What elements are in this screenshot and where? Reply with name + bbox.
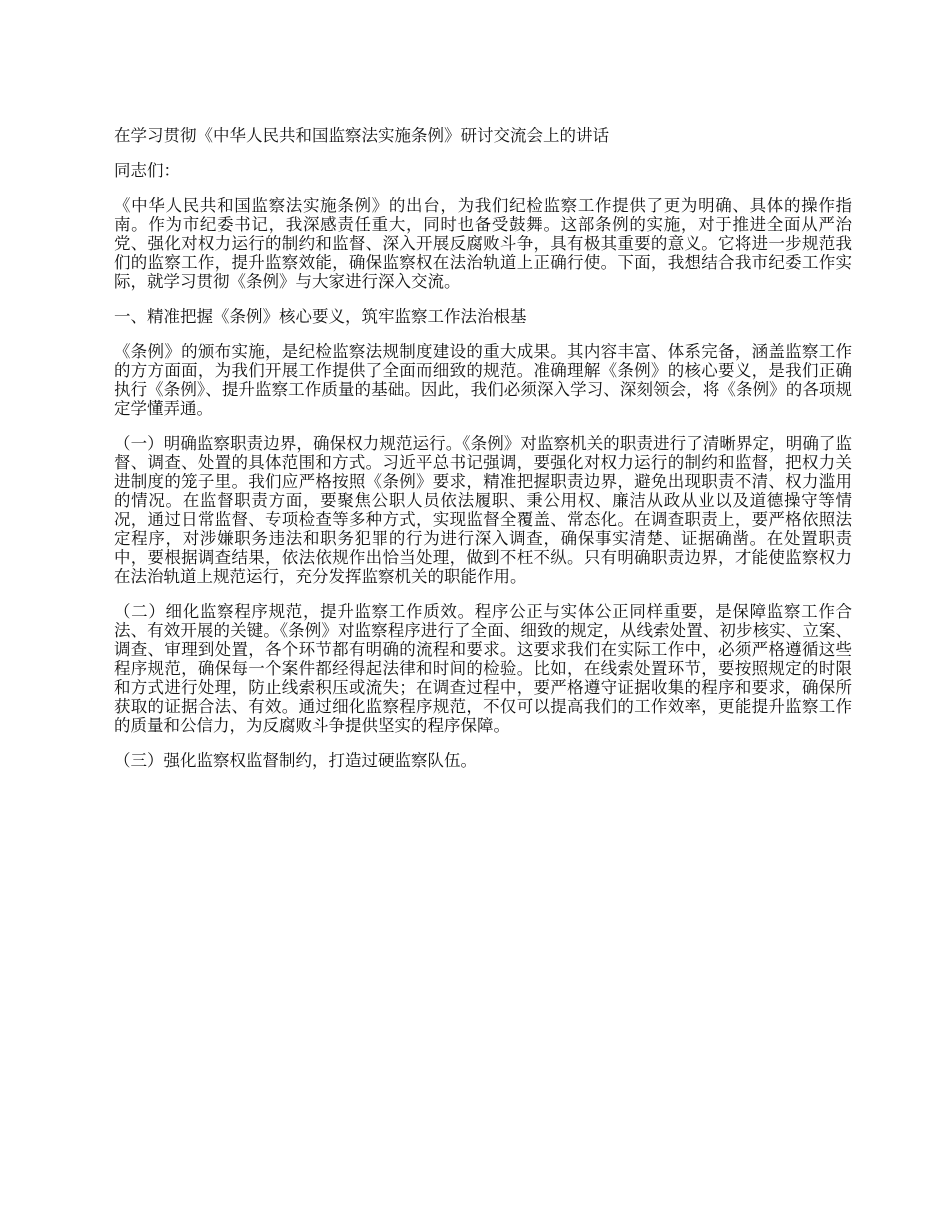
paragraph-subsection-3: （三）强化监察权监督制约，打造过硬监察队伍。 bbox=[114, 751, 477, 770]
document-body bbox=[114, 126, 852, 786]
paragraph-subsection-2: （二）细化监察程序规范，提升监察工作质效。程序公正与实体公正同样重要，是保障监察工作合法、有效开展的关键。《条例》对监察程序进行了全面、细致的规定，从线索处置、初步核实、立案、调查、审理到处置，各个环节都有明确的流程和要求。这要求我们在实际工作中，必须严格遵循这些程序规范，确保每一个案件都经得起法律和时间的检验。比如，在线索处置环节，要按照规定的时限和方式进行处理，防止线索积压或流失；在调查过程中，要严格遵守证据收集的程序和要求，确保所获取的证据合法、有效。通过细化监察程序规范，不仅可以提高我们的工作效率，更能提升监察工作的质量和公信力，为反腐败斗争提供坚实的程序保障。 bbox=[114, 602, 852, 735]
paragraph-section-1: 《条例》的颁布实施，是纪检监察法规制度建设的重大成果。其内容丰富、体系完备，涵盖监察工作的方方面面，为我们开展工作提供了全面而细致的规范。准确理解《条例》的核心要义，是我们正确执行《条例》、提升监察工作质量的基础。因此，我们必须深入学习、深刻领会，将《条例》的各项规定学懂弄通。 bbox=[114, 342, 852, 418]
salutation: 同志们： bbox=[114, 161, 180, 180]
document-title: 在学习贯彻《中华人民共和国监察法实施条例》研讨交流会上的讲话 bbox=[114, 126, 609, 145]
paragraph-subsection-1: （一）明确监察职责边界，确保权力规范运行。《条例》对监察机关的职责进行了清晰界定，明确了监督、调查、处置的具体范围和方式。习近平总书记强调，要强化对权力运行的制约和监督，把权力关进制度的笼子里。我们应严格按照《条例》要求，精准把握职责边界，避免出现职责不清、权力滥用的情况。在监督职责方面，要聚焦公职人员依法履职、秉公用权、廉洁从政从业以及道德操守等情况，通过日常监督、专项检查等多种方式，实现监督全覆盖、常态化。在调查职责上，要严格依照法定程序，对涉嫌职务违法和职务犯罪的行为进行深入调查，确保事实清楚、证据确凿。在处置职责中，要根据调查结果，依法依规作出恰当处理，做到不枉不纵。只有明确职责边界，才能使监察权力在法治轨道上规范运行，充分发挥监察机关的职能作用。 bbox=[114, 434, 852, 586]
section-heading-1: 一、精准把握《条例》核心要义，筑牢监察工作法治根基 bbox=[114, 307, 527, 326]
paragraph-intro: 《中华人民共和国监察法实施条例》的出台，为我们纪检监察工作提供了更为明确、具体的操作指南。作为市纪委书记，我深感责任重大，同时也备受鼓舞。这部条例的实施，对于推进全面从严治党、强化对权力运行的制约和监督、深入开展反腐败斗争，具有极其重要的意义。它将进一步规范我们的监察工作，提升监察效能，确保监察权在法治轨道上正确行使。下面，我想结合我市纪委工作实际，就学习贯彻《条例》与大家进行深入交流。 bbox=[114, 196, 852, 291]
